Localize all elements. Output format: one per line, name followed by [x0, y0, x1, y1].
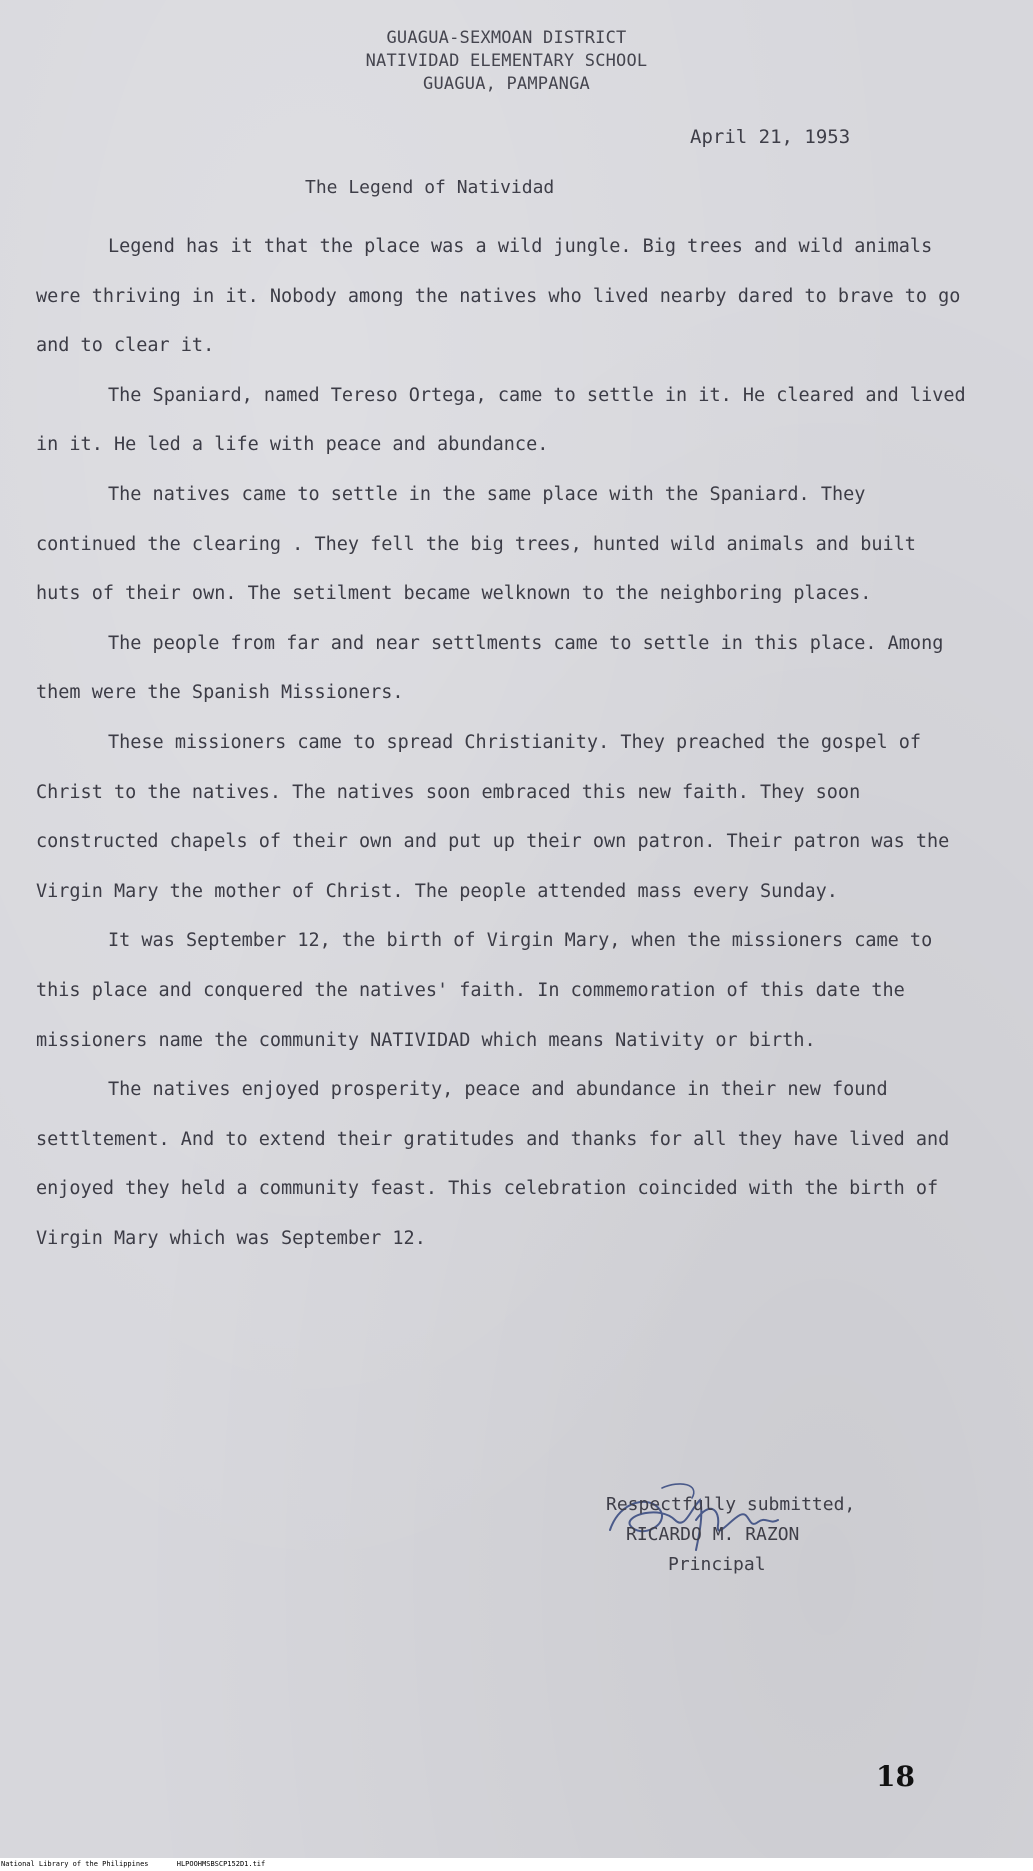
school-name: NATIVIDAD ELEMENTARY SCHOOL — [365, 51, 648, 71]
paragraph: Legend has it that the place was a wild jungle. Big trees and wild animals were thriving in it. Nobody among the natives who lived nearby dared to brave to go and to clear it. — [36, 236, 961, 357]
school-location: GUAGUA, PAMPANGA — [423, 74, 590, 94]
signatory-position: Principal — [668, 1554, 766, 1575]
footer-library: National Library of the Philippines — [1, 1860, 149, 1868]
paragraph: The people from far and near settlments came to settle in this place. Among them were the Spanish Missioners. — [36, 632, 944, 704]
document-date: April 21, 1953 — [690, 126, 851, 148]
archive-footer — [0, 1858, 1033, 1871]
letterhead — [0, 27, 1033, 96]
signatory-name: RICARDO M. RAZON — [626, 1524, 800, 1545]
document-body — [36, 222, 971, 1263]
paragraph: These missioners came to spread Christianity. They preached the gospel of Christ to the natives. The natives soon embraced this new faith. They soon constructed chapels of their own and put up their own patron. Their patron was the Virgin Mary the mother of Christ. The people attended mass every Sunday. — [36, 731, 950, 902]
paragraph: The natives enjoyed prosperity, peace and abundance in their new found settltement. And to extend their gratitudes and thanks for all they have lived and enjoyed they held a community feast. This celebration coincided with the birth of Virgin Mary which was September 12. — [36, 1079, 950, 1249]
page-number-mark: 18 — [876, 1760, 915, 1793]
closing-block — [606, 1490, 966, 1580]
paragraph: It was September 12, the birth of Virgin Mary, when the missioners came to this place and conquered the natives' faith. In commemoration of this date the missioners name the community NATIVIDAD which means Nativity or birth. — [36, 930, 933, 1051]
district-name: GUAGUA-SEXMOAN DISTRICT — [386, 28, 627, 48]
footer-file-id: HLPOOHMSBSCP152D1.tif — [176, 1860, 266, 1868]
closing-salutation: Respectfully submitted, — [606, 1494, 856, 1515]
paragraph: The natives came to settle in the same place with the Spaniard. They continued the clearing . They fell the big trees, hunted wild animals and built huts of their own. The setilment became welknown to the neighboring places. — [36, 483, 916, 605]
document-title: The Legend of Natividad — [305, 177, 555, 198]
paragraph: The Spaniard, named Tereso Ortega, came to settle in it. He cleared and lived in it. He led a life with peace and abundance. — [36, 384, 966, 456]
